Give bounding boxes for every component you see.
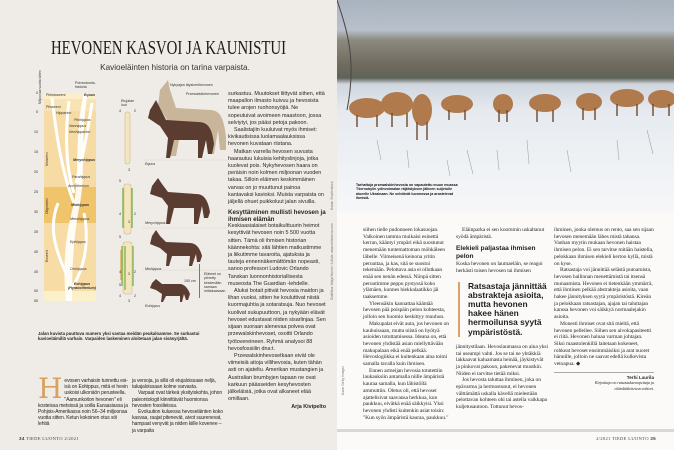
genus-label: Neohipparion [69,130,91,134]
photo-caption: Tarhattuja przewalskinhevosia on vapautettu muun muassa Tšernobylin ydinvoimalan räjähdyksen jälkeen suljetulle alueelle Ukrainaan. Ne selviävät luonnossa ja arastelevat ihmisiä. [356,183,458,201]
genus-label: Nannippus [69,124,87,128]
epoch-label: Eoseeni [45,249,49,262]
article-column-b: Eläinparka ei sen koommin uskaltanut syödä ämpäristä. Elekieli paljastaa ihmisen pelon Koska hevonen on laumaeläin, se reagoi herkästi toisen hevosen tai ihmisen Ratsastaja jännittää abstrakteja asioita, mutta hevonen hakee hänen hermoilunsa syytä ympäristöstä. jännitystilaan. Hevoslaumassa on aina yksi tai useampi vahti. Jos se tai ne yhtäkkiä lakkaavat kaluamasta heinää, jäykistyvät ja pinkovat pakoon, pakenevat muutkin. Niiden ei tarvitse tietää miksi. Jos hevosta taluttaa ihminen, joka on epävarma ja hermostunut, ei hevonen välttämättä uskalla kävellä mielestään pelottavan kohteen ohi tai astella vaikkapa kuljetusautoon. Tottunut hevos- [456,227,548,411]
author-byline: Terhi Laurila [626,374,654,380]
horse-label: Nykyajan täysiverihevonen [170,83,213,87]
genus-label: Mesohippus [70,217,90,221]
digit-label: 5 [119,235,121,239]
horses-photo-graphic [337,0,674,212]
photo-credit-left: Kuvat: Shutterstock [330,181,334,210]
page-bottom-rule [337,429,674,432]
column-header: Polveutumis-historia [75,81,96,90]
horse-label: Miohippus [145,267,162,271]
author-bio: Kirjoittaja on ratsastuksenopettaja ja eläinlääketieteen tohtori. [594,380,654,391]
drop-cap: H [38,372,63,405]
digit-label: 5 [119,283,121,287]
article-column-a: siihen tielle pudonneen lokasuojan. Valkoinen tamma muikaisi esinettä kerran, kääntyi ympäri eikä suostunut menemään tuntemattoman möhkäleen lähelle. Viimeisenä keinona yritin peruuttaa, ja kas, sitä se suostui tekemään. Pelottava asia ei ollutkaan enää sen nenän edessä. Niinpä sitten peruutimme peppu pystyssä koko ylämäen, kunnes hiekkalaatikko jäi taaksemme. Yleensäkin kannattaa kääntää hevosen pää poispäin pelon kohteesta, jolloin sen huomio keskittyy muuhun. Makupalat eivät auta, jos hevonen on kauhuissaan, mutta niistä on hyötyä asioiden totuttamisessa. Ideana on, että hevonen yhdistää asian miellyttävään makupalaan eikä enää pelkää. Hevoslogiikka ei kuitenkaan aina toimi samalla tavalla kuin ihmisen. Ennen armeijan hevosia totutettiin laukauksiin antamalla niille ämpäristä kauraa samalla, kun lähistöllä ammuttiin. Oletus oli, että hevoset ajattelisivat saavansa herkkua, kun paukkuu, eivätkä enää säikkyisi. Yksi hevonen yhdisti kuitenkin asiat toisin: "Kun syön ämpäristä kauraa, paukkuu." [363,227,449,421]
genus-label: Hipparion [56,111,72,115]
digit-label: 3 [128,220,130,224]
article-column-1: surkastuu. Muutokset liittyvät siihen, että maapallon ilmasto kuivuu ja hevosista tulee arojen ruohonsyöjiä. Ne sopeutuivat avoimeen maastoon, jossa selviytyi, jos pääsi petoja pakoon. Saalistajiin kuuluivat myös ihmiset: kivikautisissa luolamaalauksissa hevonen kuvataan riistana. Matkan varrella hevosen suvusta haarautuu lukuisia kehityslinjoja, jotka kuolevat pois. Nykyhevosen haara on peräisin noin kolmen miljoonan vuoden takaa. Silloin eläimen keskimmäinen varvas on jo muuttunut painoa kantavaksi kavioksi. Muista varpaista on jäljellä ohuet puikkoluut jalan sivuilla. Kesyttäminen mullisti hevosen ja ihmisen elämän Keskiaasialaiset botaikulttuurin heimot kesyttivät hevosen noin 5 500 vuotta sitten. Tämä oli ihmisen historian käännekohta: sitä lähtien matkustimme ja liikutimme tavaroita, ajatuksia ja tauteja ennennäkemättömän nopeasti, sanoo professori Ludovic Orlando Tanskan luonnonhistoriallisesta museosta The Guardian -lehdelle. Aluksi botait pitivät hevosia maidon ja lihan vuoksi, sitten he kouluttivat niistä kuormajuhtia ja sotaratsuja. Nuo hevoset kuolivat sukupuuttoon, ja nykyään elävät hevoset edustavat niiden sisarlinjaa. Sen sijaan suoraan alenevaa polvea ovat przewalskinhevoset, osoitti Orlando työtovereineen. Ryhmä analysoi 88 hevosfossiilin dna:t. Przewalskinhevosetkaan eivät ole viimeisiä aitoja villihevosia, kuten tähän asti on ajateltu. Amerikan mustangien ja Australian brumbyjen tapaan ne ovat karkuun päässeiden kesyhevosten jälkeläisiä, jotka ovat alkaneet elää omillaan. Arja Kivipelto [228,91,326,411]
horse-label: Eohippus [145,304,160,308]
intro-column-1: H evosen varhaisin tunnettu esi-isä on Eohippus, mitä ei hevin uskoisi ulkonäön perusteella. "Aamunkoiton hevonen" eli kosteissa metsissä ja soilla Euraasiassa ja Pohjois-Amerikassa noin 56–34 miljoonaa vuotta sitten. Ketun kokoinen otus söi lehtiä [38,372,128,428]
digit-label: 4 [119,294,121,298]
intro-column-2: ja versoja, ja sillä oli etujaloissaan neljä, takajaloissaan kolme varvasta. Varpaat ovat tärkeä yksityiskohta, johon paleontologit kiinnittävät huomionsa hevosten fossiileissa. Evoluution kuluessa hevoseläinten koko kasvaa, raajat pitenevät, aivot suurenevat, hampaat venyvät ja niiden kiille kovenee – ja varpaita [132,378,223,434]
genus-label: Orohippus [70,267,87,271]
genus-label: Parahippus [72,175,91,179]
digit-label: 2 [134,294,136,298]
page-footer-right: 2/2021 TIEDE LUONTO 35 [596,436,656,441]
digit-label: 3 [128,168,130,172]
digit-label: 3 [128,299,130,303]
scale-label: 100 cm [184,279,196,283]
horse-label: Przewalskinhevonen [186,92,219,96]
digit-label: 4 [119,212,121,216]
epoch-label: Oligoseeni [45,197,49,214]
graphics-credit: Grafiikka: Maija Hurme / Lähde: www.britannica.com [330,223,334,300]
digit-label: 4 [119,109,121,113]
subheading: Elekieli paljastaa ihmisen pelon [456,245,536,260]
end-mark-icon: ◆ [576,361,581,368]
article-column-c: ihminen, jonka olemus on rento, saa sen sijaan hevosen menemään lähes mistä tahansa. Vanhan myytin mukaan hevonen haistaa ihmisen pelon. Ei sen tarvitse mitään haistella, pelokkaan ihmisen elekieli kertoo kyllä, mistä on kyse. Ratsastaja voi jännittää selästä putoamista, hevosen hallinnan menettämistä tai itsensä munaamista. Hevonen ei tietenkään ymmärrä, että ihminen pelkää abstrakteja asioita, vaan hakee jännityksen syytä ympäristöstä. Kireän ja pelokkaan ratsastajan, ajajan tai taluttajan kanssa hevonen voi säikkyä normaalejakin asioita. Monesti ihmiset ovat sitä mieltä, että hevonen pelleilee. Siihen sen aivokapasiteetti ei riitä. Hevonen haluaa varman johtajan. Siksi maastolenkillä laitetaan kokeneet, rohkeat hevoset ensimmäisiksi ja arat nuoret hännille, jolloin ne saavat edellä kulkevista vetoapua. ◆ Terhi Laurila Kirjoittaja on ratsastuksenopettaja ja eläinlääketieteen tohtori. [554,227,654,391]
genus-label: Pliohippus [74,118,91,122]
scale-note: Eläimet on piirretty keskenään samaan mittakaavaan [204,272,226,294]
horse-label: Merychippus [145,221,166,225]
horse-label: Equus [145,162,156,166]
evolution-infographic: Miljoonaa vuotta sitten Polveutumis-historia Etujalan luut 0 5 10 15 20 25 30 35 40 45 50 55 Pleistoseeni Plioseeni Mioseeni Oligoseeni Eoseeni Equus Hipparion Pliohippus Nannippus Neohipparion Merychippus Parahippus Anchitherium Miohippus Mesohippus Epihippus Orohippus Eohippus (Hyracotherium) 4 3 2 5 4 3 2 5 4 3 2 5 4 3 2 Nykyajan täysiverihevonen Przewalskinhevonen Equus Merychippus Miohippus Eohippus 100 cm Eläimet on piirretty keskenään samaan mittakaavaan [18,78,228,310]
right-page [337,0,674,450]
scale-bar [199,264,200,298]
genus-label: Anchitherium [68,184,89,188]
author-byline: Arja Kivipelto [291,404,326,411]
chart-caption: Jalan kuvista puuttuva numero yksi vastaa meidän peukaloamme. Se surkastui kavioeläimillä varhain. Varpaiden laskeminen aloitetaan jalan sisäsyrjältä. [38,331,200,342]
page-subtitle: Kavioeläinten historia on tarina varpaista. [100,63,250,72]
genus-label: Epihippus [70,240,86,244]
photo-credit: Kuva: Getty Images [341,366,345,395]
digit-label: 4 [119,270,121,274]
axis-label: Miljoonaa vuotta sitten [38,70,42,104]
genus-label: Merychippus [73,158,96,162]
digit-label: 2 [134,109,136,113]
subheading: Kesyttäminen mullisti hevosen ja ihmisen elämän [228,209,326,224]
digit-label: 5 [119,179,121,183]
page-title: HEVONEN KASVOI JA KAUNISTUI [50,38,287,59]
digit-label: 2 [134,212,136,216]
genus-label: Eohippus (Hyracotherium) [68,282,96,291]
epoch-label: Plioseeni [46,105,61,109]
digit-label: 3 [128,272,130,276]
digit-label: 2 [134,270,136,274]
epoch-label: Mioseeni [45,152,49,166]
pull-quote: Ratsastaja jännittää abstrakteja asioita, mutta hevonen hakee hänen hermoilunsa syytä ympäristöstä. [458,282,548,337]
epoch-label: Pleistoseeni [46,93,66,97]
author-divider [554,372,654,373]
genus-label: Equus [84,93,95,97]
horses-photo [337,0,674,212]
feet-header: Etujalan luut [121,99,134,108]
genus-label: Miohippus [71,203,89,207]
page-footer-left: 34 TIEDE LUONTO 2/2021 [19,436,79,441]
